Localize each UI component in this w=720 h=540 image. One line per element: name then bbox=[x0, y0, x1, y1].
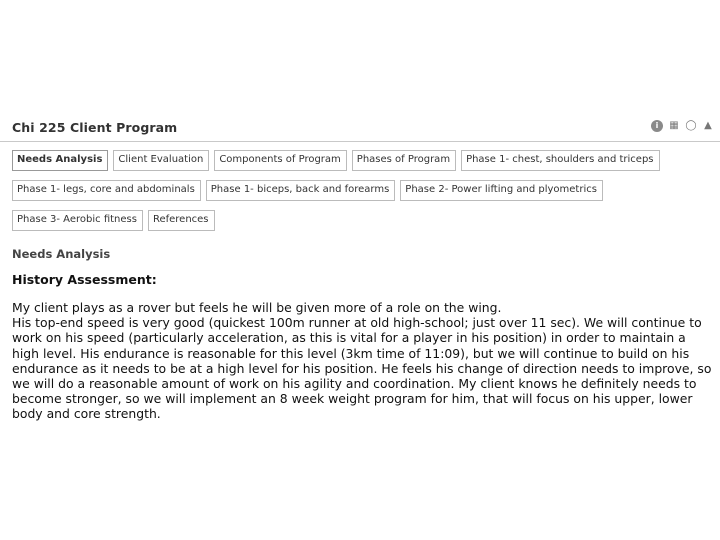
page-tabs bbox=[12, 150, 718, 240]
section-heading: Needs Analysis bbox=[12, 247, 111, 261]
tab-needs-analysis[interactable]: Needs Analysis bbox=[12, 150, 108, 171]
history-assessment-heading: History Assessment: bbox=[12, 272, 157, 287]
tab-row-1 bbox=[12, 150, 718, 171]
content-paragraph-1: My client plays as a rover but feels he will be given more of a role on the wing. bbox=[12, 300, 502, 315]
info-icon[interactable]: i bbox=[651, 120, 663, 132]
tab-phase1-biceps[interactable]: Phase 1- biceps, back and forearms bbox=[206, 180, 396, 201]
tab-references[interactable]: References bbox=[148, 210, 215, 231]
tab-client-evaluation[interactable]: Client Evaluation bbox=[113, 150, 209, 171]
content-paragraph-2: His top-end speed is very good (quickest 100m runner at old high-school; just over 11 sec). We will continue to work on his speed (particularly acceleration, as this is vital for a player in his position) in order to maintain a high level. His endurance is reasonable for this level (3km time of 11:09), but we will continue to build on his endurance as it needs to be at a high level for his position. He feels his change of direction needs to improve, so we will do a reasonable amount of work on his agility and coordination. My client knows he definitely needs to become stronger, so we will implement an 8 week weight program for him, that will focus on his upper, lower body and core strength. bbox=[12, 315, 712, 422]
page-content bbox=[12, 300, 712, 422]
page-title: Chi 225 Client Program bbox=[12, 120, 178, 135]
comment-icon[interactable]: ◯ bbox=[685, 120, 697, 131]
tab-phase3-aerobic[interactable]: Phase 3- Aerobic fitness bbox=[12, 210, 143, 231]
tab-row-3 bbox=[12, 210, 718, 231]
tab-phases-of-program[interactable]: Phases of Program bbox=[352, 150, 456, 171]
page-icon[interactable]: ▦ bbox=[669, 120, 679, 131]
tab-row-2 bbox=[12, 180, 718, 201]
tab-phase1-legs[interactable]: Phase 1- legs, core and abdominals bbox=[12, 180, 201, 201]
tab-phase1-chest[interactable]: Phase 1- chest, shoulders and triceps bbox=[461, 150, 659, 171]
tab-phase2-power[interactable]: Phase 2- Power lifting and plyometrics bbox=[400, 180, 603, 201]
lock-icon[interactable]: ▲ bbox=[704, 120, 712, 131]
page-toolbar bbox=[651, 120, 714, 132]
header-divider bbox=[0, 141, 720, 142]
tab-components-of-program[interactable]: Components of Program bbox=[214, 150, 346, 171]
